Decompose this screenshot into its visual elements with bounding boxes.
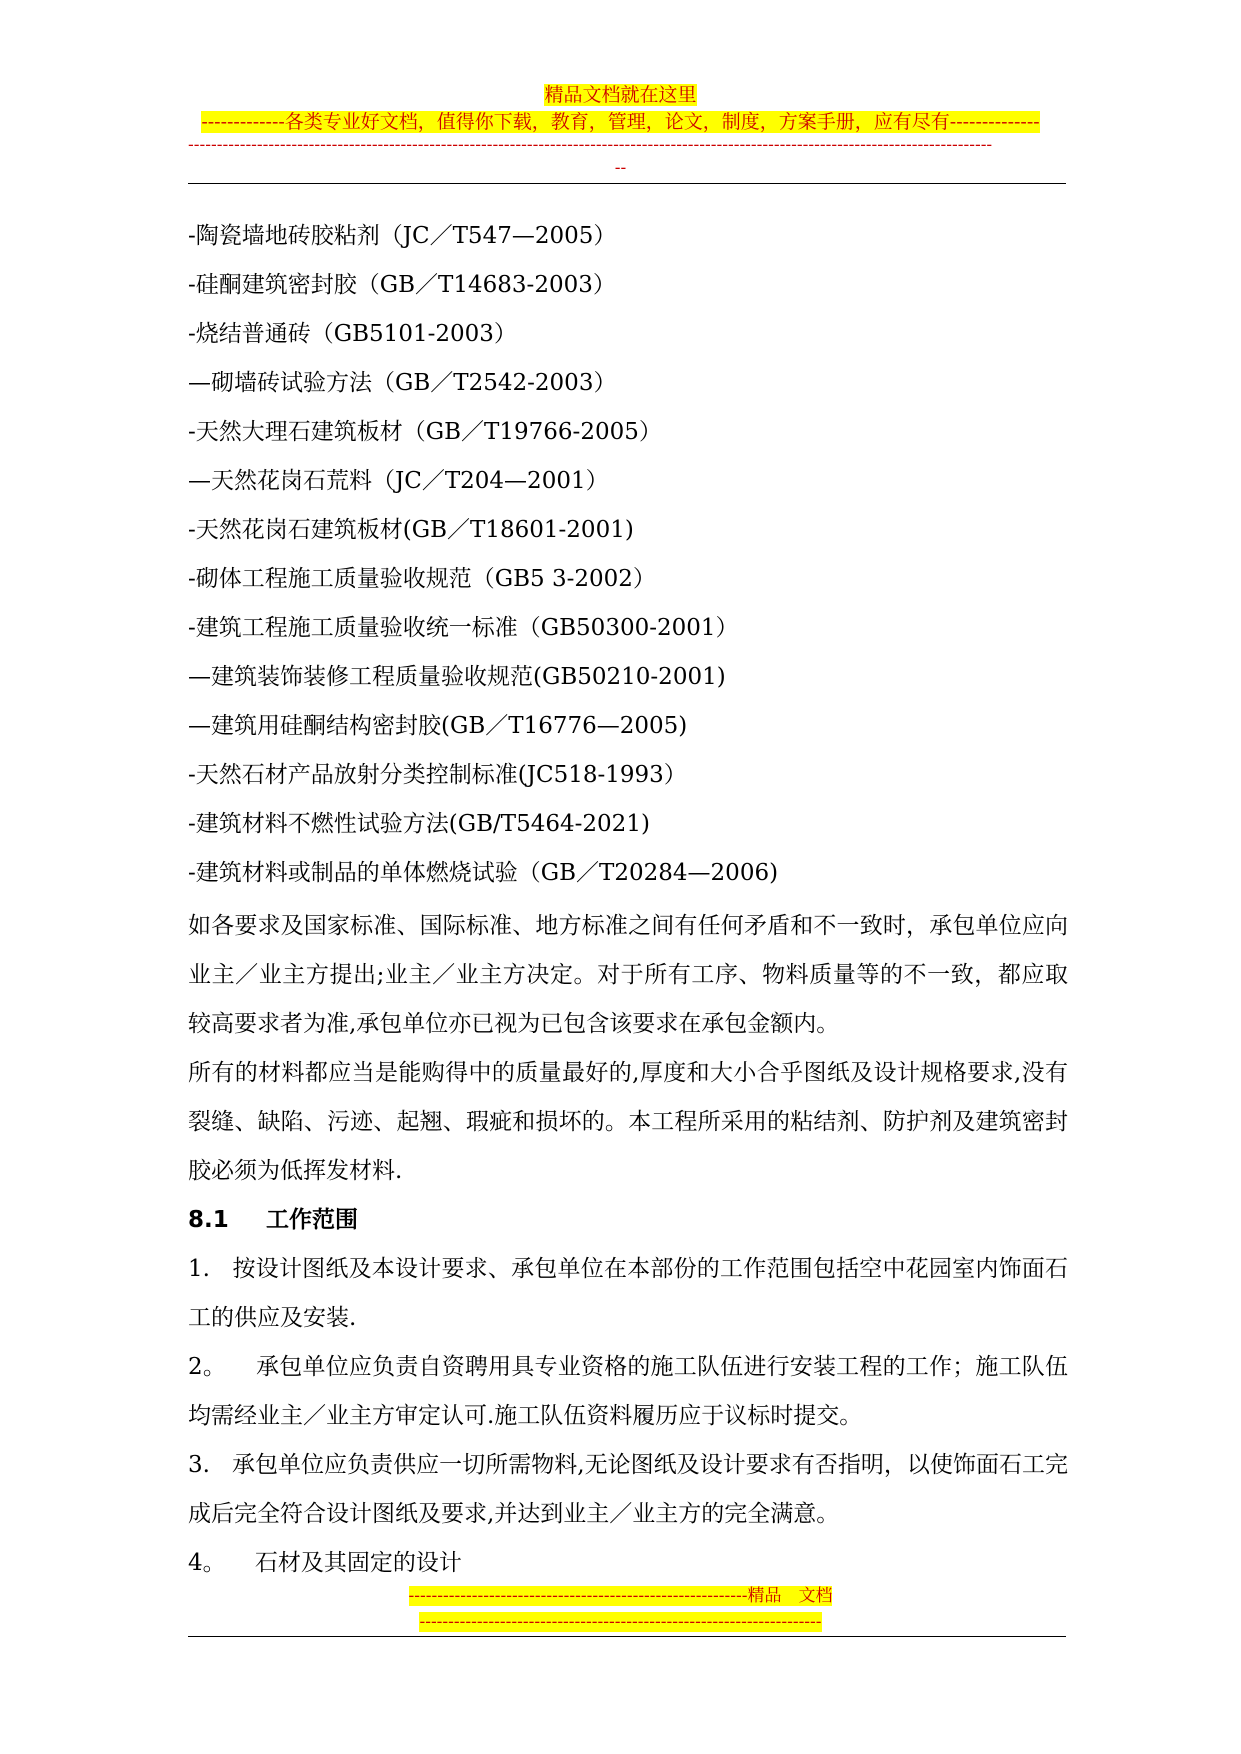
- footer-line-2: [0, 1612, 1241, 1632]
- standard-item: -建筑材料不燃性试验方法(GB/T5464-2021): [188, 811, 650, 837]
- paragraph-conflict-rule: 如各要求及国家标准、国际标准、地方标准之间有任何矛盾和不一致时，承包单位应向业主／业主方提出;业主／业主方决定。对于所有工序、物料质量等的不一致，都应取较高要求者为准,承包单位亦已视为已包含该要求在承包金额内。: [188, 913, 1068, 1037]
- standard-item: -天然石材产品放射分类控制标准(JC518-1993）: [188, 762, 687, 788]
- item-number: 4。: [188, 1550, 226, 1576]
- header-rule: [188, 183, 1066, 184]
- document-body: [188, 216, 1068, 1588]
- standard-item: —建筑用硅酮结构密封胶(GB／T16776—2005): [188, 713, 688, 739]
- scope-item-3: [188, 1441, 1068, 1539]
- item-text: 承包单位应负责供应一切所需物料,无论图纸及设计要求有否指明，以使饰面石工完成后完全符合设计图纸及要求,并达到业主／业主方的完全满意。: [188, 1452, 1068, 1527]
- section-heading: [188, 1196, 1068, 1245]
- item-number: 2。: [188, 1354, 227, 1380]
- standard-item: -烧结普通砖（GB5101-2003）: [188, 321, 517, 347]
- footer-rule: [188, 1636, 1066, 1637]
- header-title: [0, 84, 1241, 106]
- item-text: 按设计图纸及本设计要求、承包单位在本部份的工作范围包括空中花园室内饰面石工的供应及安装.: [188, 1256, 1069, 1331]
- scope-item-1: [188, 1245, 1068, 1343]
- standard-item: —建筑装饰装修工程质量验收规范(GB50210-2001): [188, 664, 726, 690]
- item-number: 3.: [188, 1452, 210, 1478]
- standard-item: -砌体工程施工质量验收规范（GB5 3-2002）: [188, 566, 656, 592]
- header-dash-line-1: --------------------------------------------------------------------------------------------------------------------------------------------: [188, 135, 993, 155]
- header-slogan-text: -------------各类专业好文档，值得你下载，教育，管理，论文，制度，方案手册，应有尽有--------------: [201, 111, 1040, 133]
- section-title: 工作范围: [266, 1207, 358, 1233]
- scope-item-2: [188, 1343, 1068, 1441]
- standard-item: -陶瓷墙地砖胶粘剂（JC／T547—2005）: [188, 223, 617, 249]
- footer-line-1-text: -----------------------------------------------------------精品 文档: [408, 1586, 833, 1606]
- header-dash-line-2: --: [614, 158, 627, 178]
- item-text: 承包单位应负责自资聘用具专业资格的施工队伍进行安装工程的工作；施工队伍均需经业主／业主方审定认可.施工队伍资料履历应于议标时提交。: [188, 1354, 1069, 1429]
- standard-item: -天然花岗石建筑板材(GB／T18601-2001): [188, 517, 634, 543]
- item-number: 1.: [188, 1256, 210, 1282]
- scope-item-4: [188, 1539, 1068, 1588]
- standard-item: -建筑材料或制品的单体燃烧试验（GB／T20284—2006): [188, 860, 779, 886]
- paragraph-material-quality: 所有的材料都应当是能购得中的质量最好的,厚度和大小合乎图纸及设计规格要求,没有裂缝、缺陷、污迹、起翘、瑕疵和损坏的。本工程所采用的粘结剂、防护剂及建筑密封胶必须为低挥发材料.: [188, 1060, 1068, 1184]
- standards-list: [188, 216, 1068, 902]
- standard-item: -天然大理石建筑板材（GB／T19766-2005）: [188, 419, 662, 445]
- standard-item: -建筑工程施工质量验收统一标准（GB50300-2001）: [188, 615, 739, 641]
- item-text: 石材及其固定的设计: [254, 1550, 462, 1576]
- standard-item: —砌墙砖试验方法（GB／T2542-2003）: [188, 370, 617, 396]
- standard-item: -硅酮建筑密封胶（GB／T14683-2003）: [188, 272, 616, 298]
- section-number: 8.1: [188, 1207, 229, 1233]
- footer-line-1: [0, 1586, 1241, 1606]
- header-slogan: [0, 111, 1241, 133]
- standard-item: —天然花岗石荒料（JC／T204—2001）: [188, 468, 609, 494]
- header-title-text: 精品文档就在这里: [544, 84, 697, 106]
- footer-line-2-text: ----------------------------------------------------------------------: [419, 1612, 822, 1632]
